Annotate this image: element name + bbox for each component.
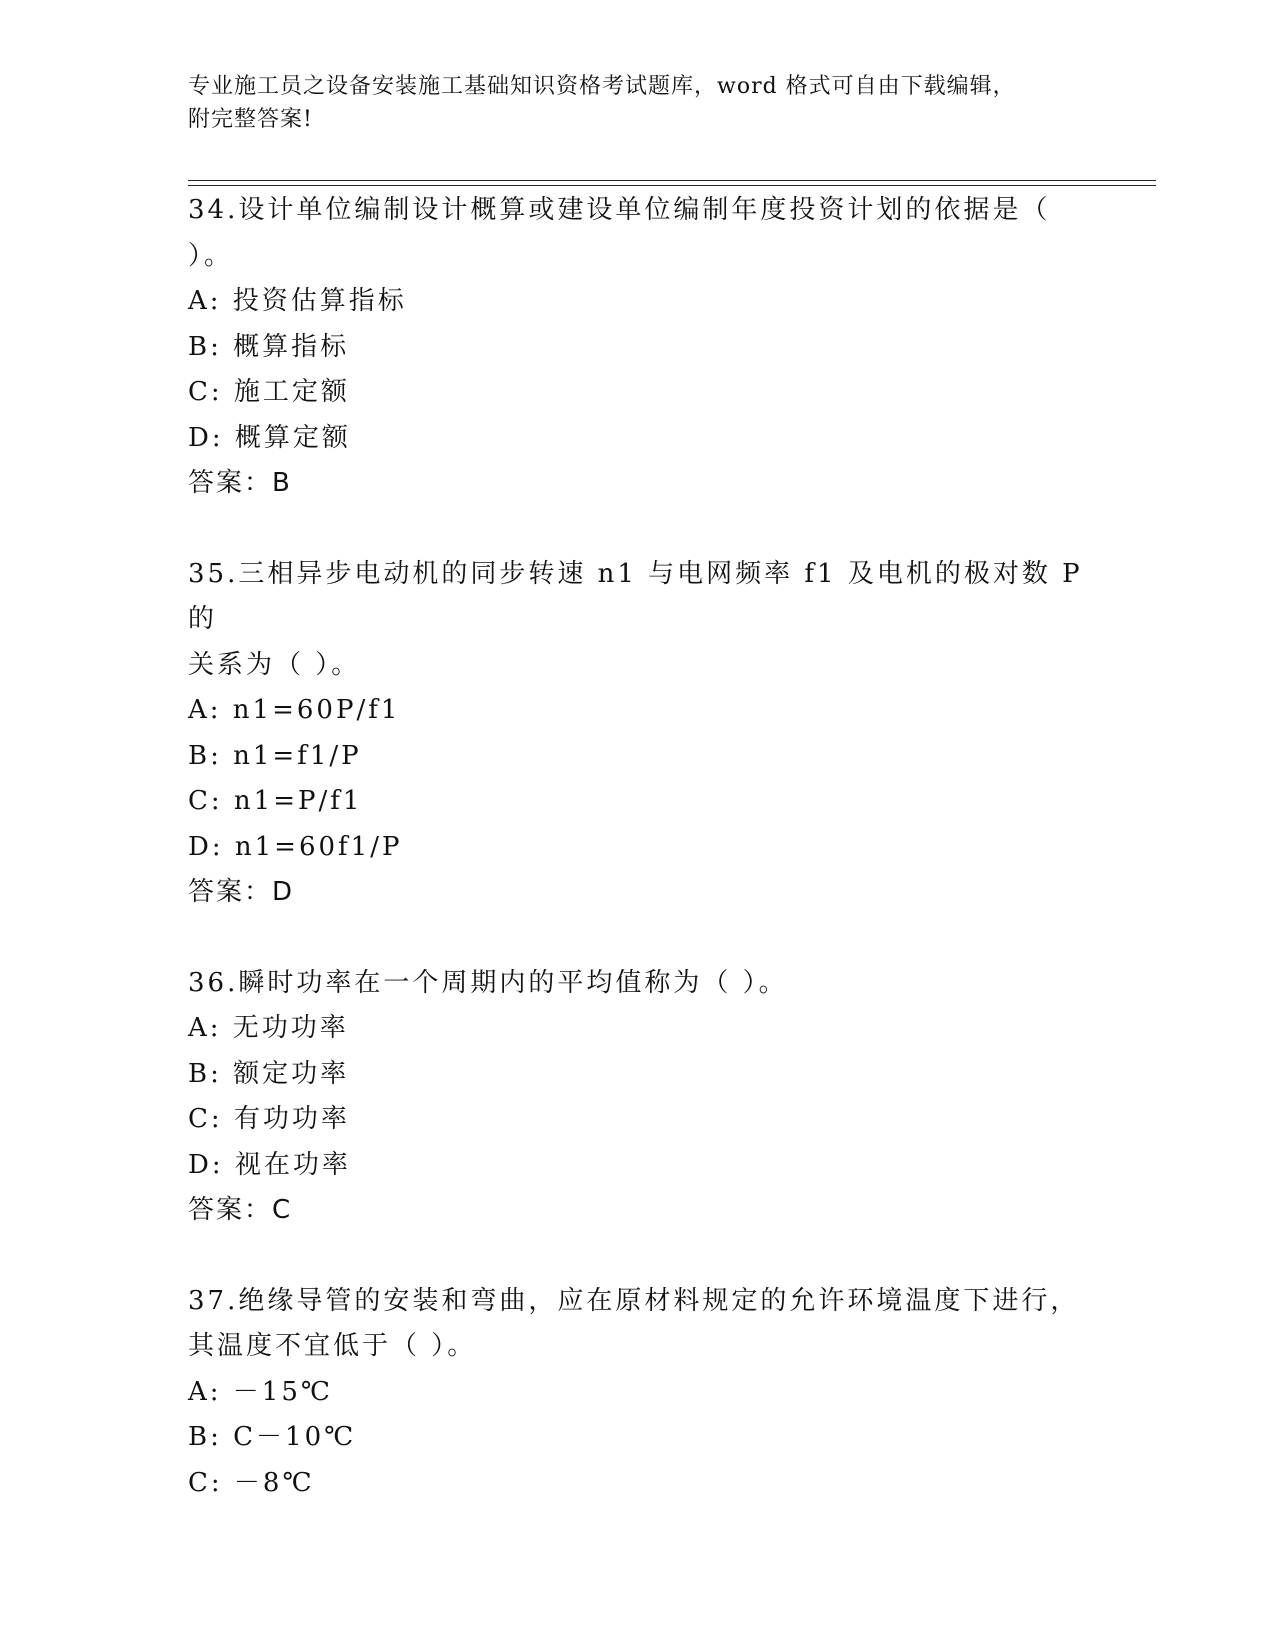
option-c: C: 有功功率 xyxy=(188,1104,350,1134)
question-stem-continued: ）。 xyxy=(188,240,234,271)
question-35 xyxy=(188,552,1088,916)
question-37 xyxy=(188,1279,1088,1507)
option-c: C: 施工定额 xyxy=(188,377,350,407)
option-b: B: n1=f1/P xyxy=(188,740,362,771)
answer: 答案：D xyxy=(188,877,295,907)
answer: 答案：B xyxy=(188,468,292,498)
question-36 xyxy=(188,961,1088,1234)
question-stem: 36.瞬时功率在一个周期内的平均值称为（ ）。 xyxy=(188,967,788,998)
document-header xyxy=(188,70,1118,136)
header-divider-top xyxy=(188,180,1156,181)
question-stem-continued: 其温度不宜低于（ ）。 xyxy=(188,1331,477,1361)
header-line-1: 专业施工员之设备安装施工基础知识资格考试题库，word 格式可自由下载编辑， xyxy=(188,74,1016,99)
question-stem: 37.绝缘导管的安装和弯曲，应在原材料规定的允许环境温度下进行， xyxy=(188,1285,1080,1316)
question-stem: 35.三相异步电动机的同步转速 n1 与电网频率 f1 及电机的极对数 P 的 xyxy=(188,558,1083,634)
option-b: B: 额定功率 xyxy=(188,1058,350,1089)
option-a: A: －15℃ xyxy=(188,1376,333,1407)
question-stem: 34.设计单位编制设计概算或建设单位编制年度投资计划的依据是（ xyxy=(188,195,1051,225)
header-line-2: 附完整答案! xyxy=(188,107,313,132)
option-a: A: n1=60P/f1 xyxy=(188,695,401,725)
option-d: D: 视在功率 xyxy=(188,1149,351,1180)
option-d: D: n1=60f1/P xyxy=(188,831,403,862)
option-a: A: 无功功率 xyxy=(188,1013,349,1043)
header-divider-bottom xyxy=(188,185,1156,186)
question-stem-continued: 关系为（ ）。 xyxy=(188,649,361,680)
option-c: C: －8℃ xyxy=(188,1467,315,1498)
question-list xyxy=(188,188,1088,1551)
option-a: A: 投资估算指标 xyxy=(188,286,407,316)
option-d: D: 概算定额 xyxy=(188,422,351,453)
answer: 答案：C xyxy=(188,1195,293,1225)
option-b: B: 概算指标 xyxy=(188,331,350,362)
question-34 xyxy=(188,188,1088,507)
option-b: B: C－10℃ xyxy=(188,1422,357,1452)
option-c: C: n1=P/f1 xyxy=(188,786,363,816)
